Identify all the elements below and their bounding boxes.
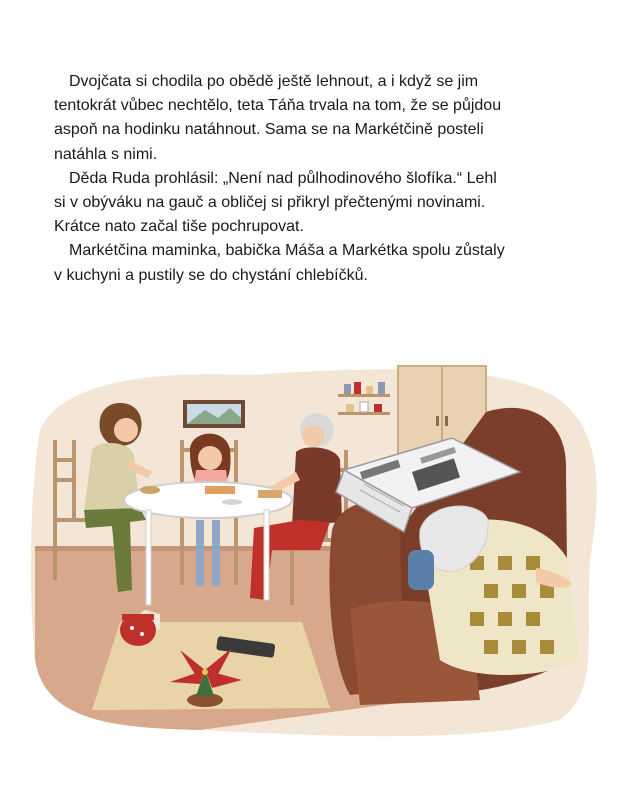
paragraph-2 — [54, 167, 574, 240]
text-line: Dvojčata si chodila po obědě ještě lehnout, a i když se jim — [69, 73, 479, 90]
coffee-table — [92, 610, 330, 710]
text-line: v kuchyni a pustily se do chystání chlebíčků. — [54, 266, 368, 284]
text-line: natáhla s nimi. — [54, 145, 158, 163]
family-illustration — [0, 360, 618, 740]
story-text — [54, 70, 574, 288]
text-line: tentokrát vůbec nechtělo, teta Táňa trvala na tom, že se půjdou — [54, 97, 502, 115]
text-line: si v obýváku na gauč a obličej si přikryl přečtenými novinami. — [54, 194, 486, 212]
text-line: aspoň na hodinku natáhnout. Sama se na Markétčině posteli — [54, 121, 484, 139]
wall-picture — [183, 400, 245, 428]
text-line: Děda Ruda prohlásil: „Není nad půlhodinového šlofíka.“ Lehl — [69, 169, 497, 187]
paragraph-3 — [54, 239, 574, 287]
paragraph-1 — [54, 70, 574, 167]
text-line: Markétčina maminka, babička Máša a Markétka spolu zůstaly — [69, 242, 505, 260]
text-line: Krátce nato začal tiše pochrupovat. — [54, 218, 304, 236]
